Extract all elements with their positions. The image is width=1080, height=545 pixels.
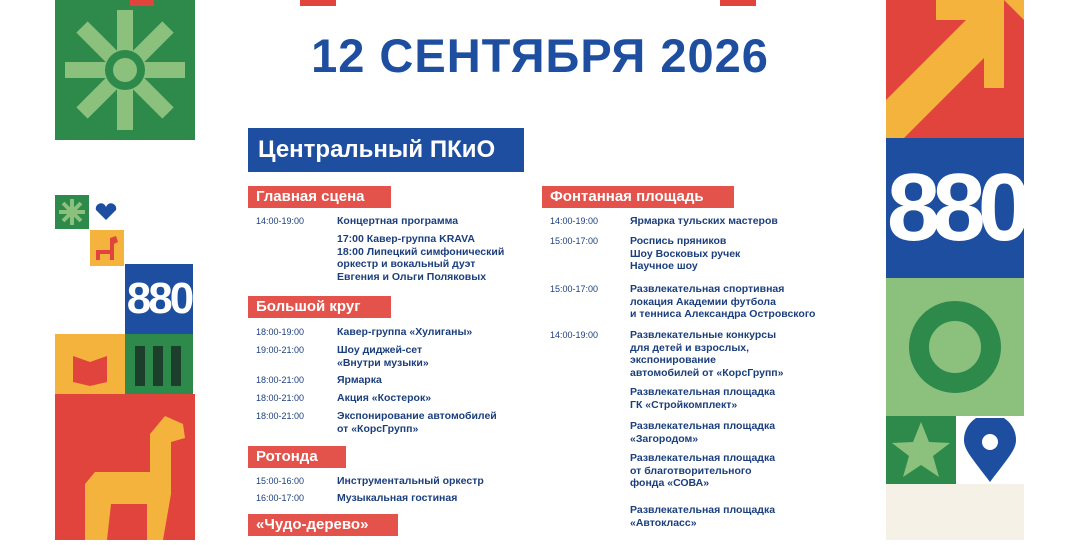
schedule-row (256, 214, 536, 230)
event-text-line: от благотворительного (630, 464, 752, 477)
event-text: Кавер-группа «Хулиганы» (337, 326, 473, 338)
event-text: 18:00 Липецкий симфонический (337, 245, 505, 258)
ring-block (886, 278, 1024, 416)
event-time: 15:00-17:00 (550, 236, 599, 246)
event-text (550, 418, 870, 450)
section-main-stage-title: Главная сцена (248, 186, 391, 208)
event-time: 18:00-21:00 (256, 411, 305, 421)
section-big-circle-title: Большой круг (248, 296, 391, 318)
event-time: 14:00-19:00 (550, 330, 599, 340)
event-time: 15:00-17:00 (550, 284, 599, 294)
event-text-line: для детей и взрослых, (630, 341, 750, 354)
small-green-block (55, 195, 89, 229)
event-text: Евгения и Ольги Поляковых (337, 270, 487, 283)
schedule-row (550, 214, 870, 232)
star-block (886, 416, 956, 484)
logo-880-small-text: 880 (126, 274, 192, 323)
schedule-row (256, 341, 536, 371)
event-time: 14:00-19:00 (256, 216, 305, 226)
section-main-stage (256, 214, 536, 283)
arrow-block (886, 0, 1024, 138)
event-text (550, 504, 870, 529)
event-text-line: Развлекательные конкурсы (630, 329, 777, 341)
event-text: Инструментальный оркестр (337, 475, 484, 487)
section-rotunda-title: Ротонда (248, 446, 346, 468)
event-text-line: «Загородом» (630, 432, 699, 445)
event-time: 18:00-19:00 (256, 327, 305, 337)
event-text-line: Развлекательная спортивная (630, 283, 785, 295)
event-text-line: и тенниса Александра Островского (630, 308, 816, 320)
schedule-row (550, 326, 870, 384)
event-text: Ярмарка (337, 374, 382, 386)
snowflake-icon (55, 0, 195, 140)
heart-icon (94, 203, 118, 226)
logo-880-large-text: 880 (886, 154, 1024, 261)
section-rotunda (256, 474, 536, 508)
event-time: 14:00-19:00 (550, 216, 599, 226)
schedule-row (256, 325, 536, 341)
event-text (337, 344, 429, 369)
section-big-circle (256, 325, 536, 437)
event-text-line: автомобилей от «КорсГрупп» (630, 366, 784, 379)
event-text-line: Экспонирование автомобилей (337, 410, 497, 422)
ring-icon (886, 278, 1024, 416)
event-text-line: Научное шоу (630, 260, 698, 272)
event-text-line: «Автокласс» (630, 516, 697, 529)
schedule-row (550, 280, 870, 326)
event-time: 15:00-16:00 (256, 476, 305, 486)
event-text: Музыкальная гостиная (337, 492, 458, 504)
arrow-icon (886, 0, 1024, 138)
event-text-line: ГК «Стройкомплект» (630, 398, 738, 411)
schedule-row (256, 389, 536, 407)
event-text-line: Шоу Восковых ручек (630, 247, 741, 260)
event-text (550, 450, 870, 504)
schedule-row (256, 371, 536, 389)
red-strip (130, 0, 154, 6)
event-text: Ярмарка тульских мастеров (630, 215, 778, 227)
event-text: Акция «Костерок» (337, 392, 432, 404)
event-text-line: экспонирование (630, 354, 716, 366)
horse-small-block (90, 230, 124, 266)
schedule-row (256, 407, 536, 437)
bars-block (125, 334, 193, 394)
event-time: 16:00-17:00 (256, 493, 305, 503)
top-accent-right (720, 0, 756, 6)
top-accent-left (300, 0, 336, 6)
event-text (550, 384, 870, 418)
star-icon (886, 416, 956, 484)
event-text (630, 235, 740, 273)
event-text: оркестр и вокальный дуэт (337, 258, 476, 270)
venue-title: Центральный ПКиО (248, 128, 524, 172)
book-block (55, 334, 125, 394)
event-text (337, 410, 497, 435)
event-text-line: «Внутри музыки» (337, 356, 429, 369)
event-text-line: фонда «СОВА» (630, 477, 710, 489)
horse-block (55, 394, 195, 540)
event-text (630, 283, 815, 321)
event-time: 19:00-21:00 (256, 345, 305, 355)
small-snowflake-icon (55, 195, 89, 229)
schedule-row (256, 474, 536, 491)
bottom-right-block (886, 484, 1024, 540)
fence-icon (125, 334, 193, 394)
section-wonder-tree-title: «Чудо-дерево» (248, 514, 398, 536)
event-text-line: Развлекательная площадка (630, 386, 776, 398)
section-fountain-title: Фонтанная площадь (542, 186, 734, 208)
section-fountain (550, 214, 870, 529)
logo-880-small (125, 264, 193, 334)
event-time: 18:00-21:00 (256, 375, 305, 385)
horse-icon (55, 394, 195, 540)
location-pin-icon (960, 418, 1020, 489)
event-text-line: Развлекательная площадка (630, 504, 776, 516)
event-text-block (256, 230, 536, 283)
event-date: 12 СЕНТЯБРЯ 2026 (311, 29, 769, 82)
book-icon (55, 334, 125, 394)
event-text-line: Шоу диджей-сет (337, 344, 423, 356)
event-text: Концертная программа (337, 215, 459, 227)
event-time: 18:00-21:00 (256, 393, 305, 403)
event-text-line: Развлекательная площадка (630, 452, 776, 464)
snowflake-block (55, 0, 195, 140)
event-text-line: локация Академии футбола (630, 295, 776, 308)
schedule-row (256, 491, 536, 508)
event-text-line: от «КорсГрупп» (337, 422, 419, 435)
event-text (630, 329, 783, 379)
event-text-line: Развлекательная площадка (630, 420, 776, 432)
schedule-row (550, 232, 870, 280)
event-text-line: Роспись пряников (630, 235, 727, 247)
logo-880-large (886, 138, 1024, 278)
horse-small-icon (90, 230, 124, 266)
event-text: 17:00 Кавер-группа KRAVA (337, 233, 475, 245)
